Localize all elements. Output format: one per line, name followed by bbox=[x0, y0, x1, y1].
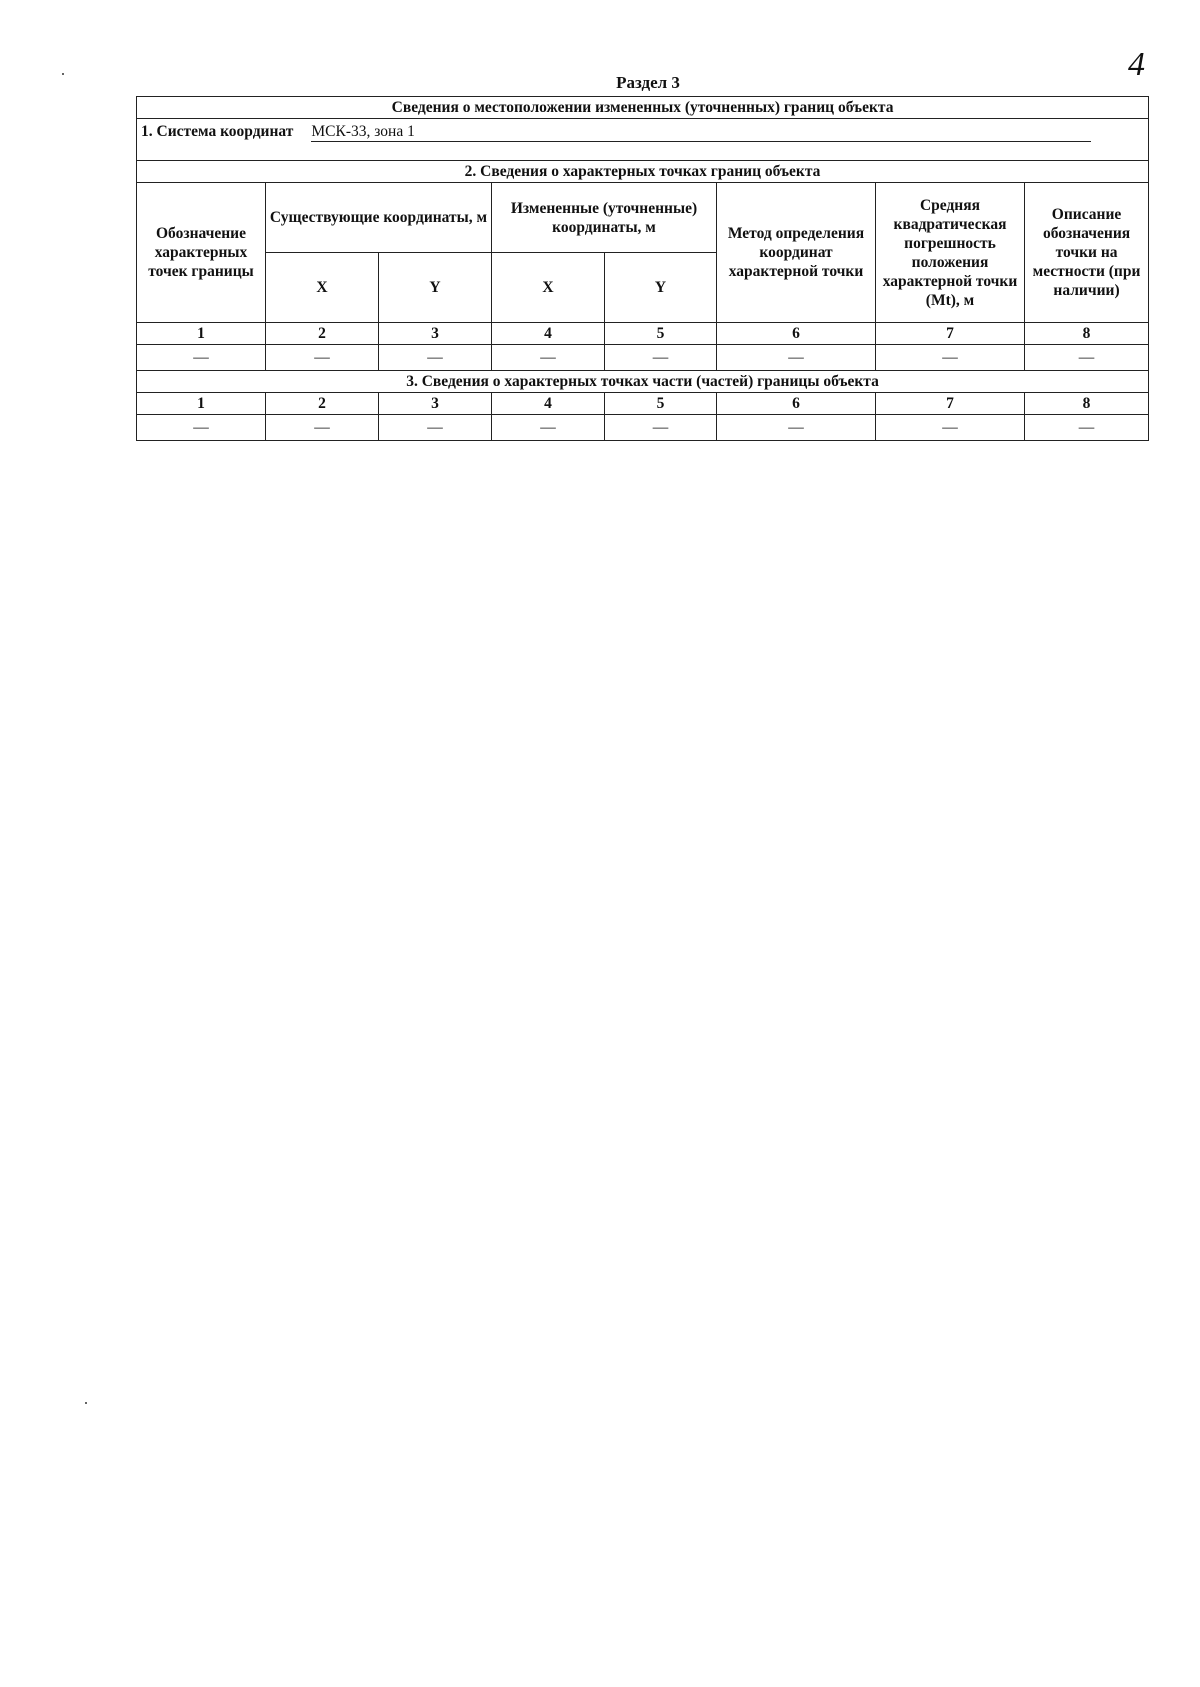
part2-title: 2. Сведения о характерных точках границ объекта bbox=[137, 161, 1149, 183]
header-mean-error: Средняя квадратическая погрешность положения характерной точки (Mt), м bbox=[876, 183, 1025, 323]
header-point-designation: Обозначение характерных точек границы bbox=[137, 183, 266, 323]
empty-cell: — bbox=[605, 415, 717, 441]
empty-cell: — bbox=[492, 345, 605, 371]
empty-cell: — bbox=[717, 415, 876, 441]
col-number: 4 bbox=[492, 323, 605, 345]
empty-cell: — bbox=[379, 415, 492, 441]
col-number: 5 bbox=[605, 323, 717, 345]
table-title: Сведения о местоположении измененных (уточненных) границ объекта bbox=[137, 97, 1149, 119]
empty-cell: — bbox=[876, 415, 1025, 441]
coord-system-row bbox=[137, 119, 1149, 161]
col-number: 1 bbox=[137, 323, 266, 345]
empty-cell: — bbox=[1025, 415, 1149, 441]
empty-cell: — bbox=[137, 345, 266, 371]
header-existing-x: X bbox=[266, 253, 379, 323]
col-number: 2 bbox=[266, 323, 379, 345]
handwritten-page-number: 4 bbox=[1128, 46, 1145, 83]
empty-cell: — bbox=[379, 345, 492, 371]
coord-system-value: МСК-33, зона 1 bbox=[311, 122, 1091, 142]
scan-speck bbox=[85, 1402, 87, 1404]
col-number: 2 bbox=[266, 393, 379, 415]
col-number: 5 bbox=[605, 393, 717, 415]
col-number: 8 bbox=[1025, 323, 1149, 345]
col-number: 7 bbox=[876, 393, 1025, 415]
col-number: 3 bbox=[379, 323, 492, 345]
col-number: 3 bbox=[379, 393, 492, 415]
header-changed-x: X bbox=[492, 253, 605, 323]
boundary-table bbox=[136, 96, 1149, 441]
empty-cell: — bbox=[266, 345, 379, 371]
empty-cell: — bbox=[492, 415, 605, 441]
col-number: 6 bbox=[717, 393, 876, 415]
empty-cell: — bbox=[717, 345, 876, 371]
header-method: Метод определения координат характерной точки bbox=[717, 183, 876, 323]
col-number: 8 bbox=[1025, 393, 1149, 415]
empty-cell: — bbox=[1025, 345, 1149, 371]
coord-system-label: 1. Система координат bbox=[141, 123, 294, 140]
header-changed-y: Y bbox=[605, 253, 717, 323]
col-number: 1 bbox=[137, 393, 266, 415]
section-title: Раздел 3 bbox=[616, 73, 680, 92]
header-existing-coords: Существующие координаты, м bbox=[266, 183, 492, 253]
empty-cell: — bbox=[605, 345, 717, 371]
header-existing-y: Y bbox=[379, 253, 492, 323]
col-number: 6 bbox=[717, 323, 876, 345]
empty-cell: — bbox=[137, 415, 266, 441]
empty-cell: — bbox=[876, 345, 1025, 371]
part3-title: 3. Сведения о характерных точках части (частей) границы объекта bbox=[137, 371, 1149, 393]
col-number: 7 bbox=[876, 323, 1025, 345]
header-description: Описание обозначения точки на местности (при наличии) bbox=[1025, 183, 1149, 323]
empty-cell: — bbox=[266, 415, 379, 441]
header-changed-coords: Измененные (уточненные) координаты, м bbox=[492, 183, 717, 253]
col-number: 4 bbox=[492, 393, 605, 415]
